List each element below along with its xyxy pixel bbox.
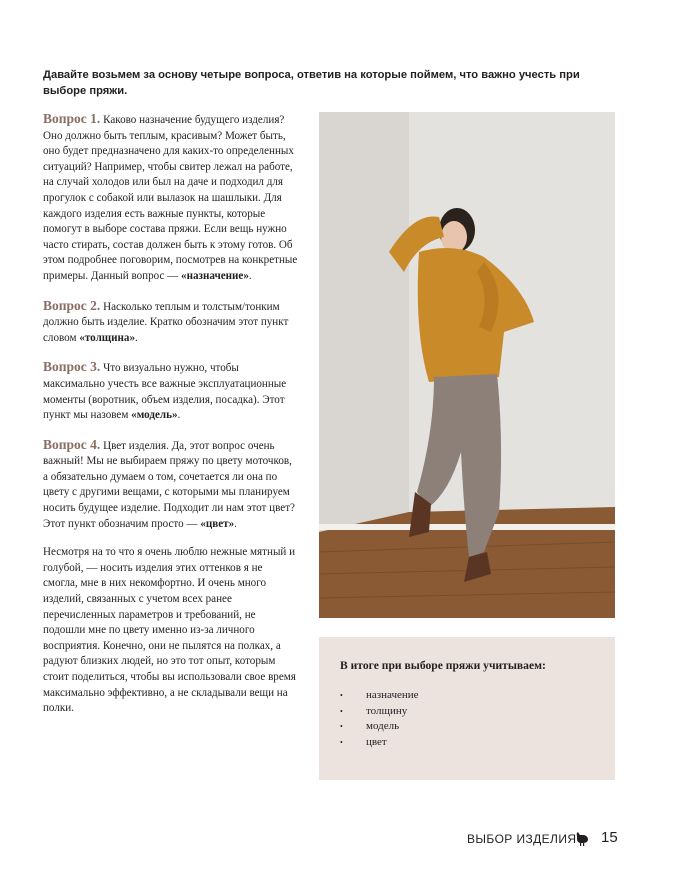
question-text: Насколько теплым и толстым/тонким должно быть изделие. Кратко обозначим этот пункт словом: [43, 300, 289, 344]
bullet: •: [340, 706, 343, 716]
model-photo: [319, 112, 615, 618]
list-item: • назначение: [340, 688, 419, 704]
question-2: Вопрос 2. Насколько теплым и толстым/тонким должно быть изделие. Кратко обозначим этот пункт словом «толщина».: [43, 297, 289, 344]
question-4: Вопрос 4. Цвет изделия. Да, этот вопрос очень важный! Мы не выбираем пряжу по цвету моточков, а обязательно думаем о том, сочетается ли она по цвету с другими вещами, с которыми мы планируем носить будущее изделие. Подходит ли нам этот цвет? Этот пункт обозначим просто — «цвет».: [43, 436, 295, 530]
question-label: Вопрос 4.: [43, 436, 101, 452]
question-1: Вопрос 1. Каково назначение будущего изделия? Оно должно быть теплым, красивым? Может быть, оно будет предназначено для каких-то определенных ситуаций? Например, чтобы свитер лежал на работе, на случай холодов или был на даче и подходил для прогулок с собакой или вылазок на шашлыки. Для каждого изделия есть важные пункты, которые помогут в выборе состава пряжи. Если вещь нужно часто стирать, состав должен быть к этому готов. Об этом подробнее поговорим, посмотрев на конкретные примеры. Данный вопрос — «назначение».: [43, 111, 298, 282]
question-keyword: «толщина»: [79, 331, 136, 344]
bullet: •: [340, 722, 343, 731]
list-item: • толщину: [340, 704, 419, 720]
bullet: •: [340, 691, 343, 700]
list-item: • модель: [340, 719, 419, 735]
question-label: Вопрос 2.: [43, 297, 101, 313]
question-text: Каково назначение будущего изделия? Оно должно быть теплым, красивым? Может быть, оно будет предназначено для каких-то определенных ситуаций? Например, чтобы свитер лежал на работе, на случай холодов или был на даче и подходил для прогулок с собакой или вылазок на шашлыки. Для каждого изделия есть важные пункты, которые помогут в выборе состава пряжи. Если вещь нужно часто стирать, состав должен быть к этому готов. Об этом подробнее поговорим, посмотрев на конкретные примеры. Данный вопрос —: [43, 114, 298, 282]
hen-icon: [574, 830, 590, 846]
main-text-column: [43, 111, 299, 730]
question-text: Цвет изделия. Да, этот вопрос очень важный! Мы не выбираем пряжу по цвету моточков, а обязательно думаем о том, сочетается ли она по цвету с другими вещами, с которыми мы планируем носить будущее изделие. Подходит ли нам этот цвет? Этот пункт обозначим просто —: [43, 439, 295, 530]
question-keyword: «назначение»: [181, 269, 249, 282]
question-keyword: «модель»: [131, 409, 178, 422]
list-item: • цвет: [340, 735, 419, 751]
question-keyword: «цвет»: [200, 517, 235, 530]
page-number: 15: [601, 829, 618, 846]
question-label: Вопрос 1.: [43, 111, 101, 126]
question-text: Что визуально нужно, чтобы максимально учесть все важные эксплуатационные моменты (воротник, объем изделия, посадка). Этот пункт мы назовем: [43, 362, 287, 422]
intro-paragraph: Давайте возьмем за основу четыре вопроса, ответив на которые поймем, что важно учесть при выборе пряжи.: [43, 69, 580, 97]
summary-list: [340, 688, 419, 750]
section-title: ВЫБОР ИЗДЕЛИЯ: [467, 832, 577, 846]
summary-title: В итоге при выборе пряжи учитываем:: [340, 659, 546, 672]
summary-box: [319, 637, 615, 780]
bullet: •: [340, 737, 343, 747]
closing-paragraph: Несмотря на то что я очень люблю нежные мятный и голубой, — носить изделия этих оттенков я не смогла, мне в них некомфортно. И очень много изделий, связанных с учетом всех ранее перечисленных параметров и требований, не подошли мне по цвету именно из-за личного восприятия. Конечно, они не пылятся на полках, а радуют близких людей, но это тот опыт, которым стоит поделиться, чтобы вы использовали свое время максимально эффективно, а не складывали вещи на полки.: [43, 546, 296, 715]
question-label: Вопрос 3.: [43, 359, 101, 375]
question-3: Вопрос 3. Что визуально нужно, чтобы максимально учесть все важные эксплуатационные моменты (воротник, объем изделия, посадка). Этот пункт мы назовем «модель».: [43, 359, 287, 422]
